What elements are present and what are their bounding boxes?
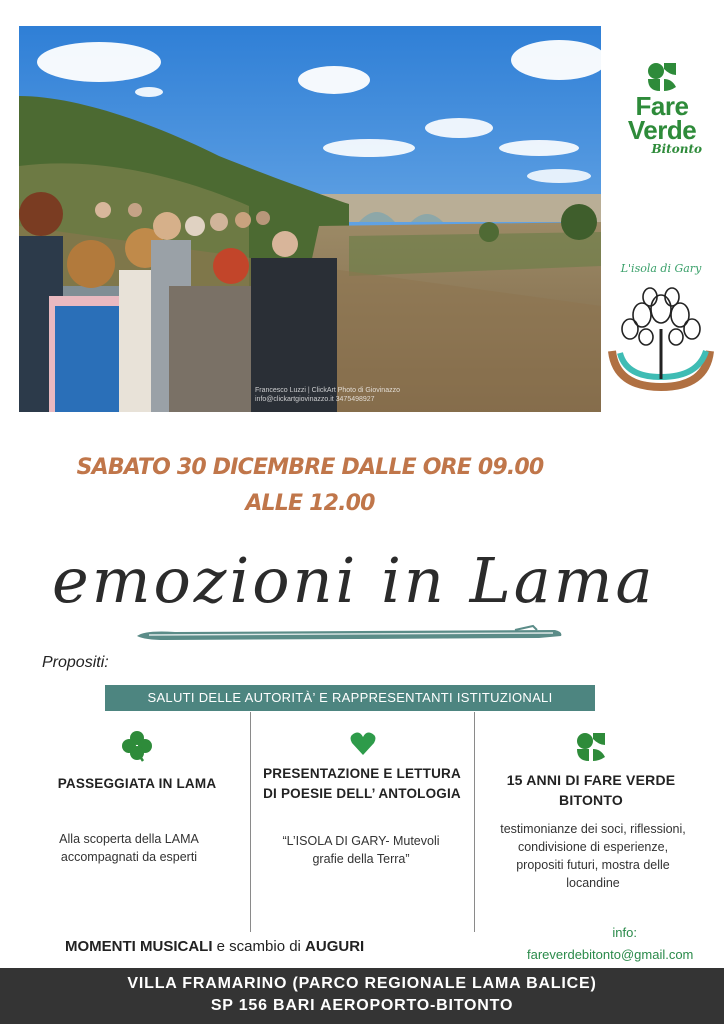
footer-line-1: VILLA FRAMARINO (PARCO REGIONALE LAMA BALICE): [127, 975, 597, 992]
musicali-bold-1: MOMENTI MUSICALI: [65, 938, 213, 955]
fare-verde-name: Fare Verde: [627, 91, 697, 145]
hiking-group-photo: [19, 26, 601, 412]
event-title-text: emozioni in Lama: [52, 544, 656, 617]
column-presentazione: [251, 716, 474, 932]
leaf-clover-logo-icon: [645, 60, 679, 94]
info-email-link[interactable]: fareverdebitonto@gmail.com: [527, 947, 694, 962]
tree-logo-icon: [606, 279, 716, 391]
brush-stroke-divider: [135, 624, 565, 646]
column-heading: 15 ANNI DI FARE VERDE BITONTO: [506, 772, 676, 808]
photo-credit: Francesco Luzzi | ClickArt Photo di Giovinazzo info@clickartgiovinazzo.it 3475498927: [255, 387, 400, 403]
isola-di-gary-logo: [606, 262, 716, 392]
date-line-1: SABATO 30 DICEMBRE DALLE ORE 09.00: [76, 455, 544, 480]
banner-saluti: SALUTI DELLE AUTORITÀ’ E RAPPRESENTANTI ISTITUZIONALI: [105, 685, 595, 711]
info-contact: [527, 922, 717, 966]
column-description: Alla scoperta della LAMA accompagnati da esperti: [59, 832, 199, 864]
heart-icon: [349, 730, 377, 758]
leaf-logo-icon: [574, 730, 608, 764]
fare-verde-town: Bitonto: [651, 142, 702, 156]
event-title: [40, 500, 660, 620]
momenti-musicali: [65, 938, 364, 955]
footer-line-2: SP 156 BARI AEROPORTO-BITONTO: [210, 997, 514, 1014]
fare-verde-logo: [612, 60, 712, 175]
musicali-mid: e scambio di: [212, 938, 306, 955]
date-line-2: ALLE 12.00: [245, 491, 375, 516]
column-heading: PRESENTAZIONE E LETTURA DI POESIE DELL’ ANTOLOGIA: [263, 766, 461, 801]
clover-icon: [121, 730, 153, 762]
column-description: testimonianze dei soci, riflessioni, condivisione di esperienze, propositi futuri, mostra delle locandine: [500, 822, 686, 890]
footer-location: [0, 968, 724, 1024]
musicali-bold-2: AUGURI: [305, 938, 365, 955]
hero-photo: [19, 26, 601, 412]
column-description: “L’ISOLA DI GARY- Mutevoli grafie della Terra”: [282, 834, 440, 866]
column-passeggiata: [24, 716, 250, 932]
isola-di-gary-name: L'isola di Gary: [620, 262, 702, 275]
column-15-anni: [475, 716, 707, 932]
info-label: info:: [612, 925, 637, 940]
propositi-label: Propositi:: [42, 654, 109, 671]
column-heading: PASSEGGIATA IN LAMA: [57, 776, 217, 791]
